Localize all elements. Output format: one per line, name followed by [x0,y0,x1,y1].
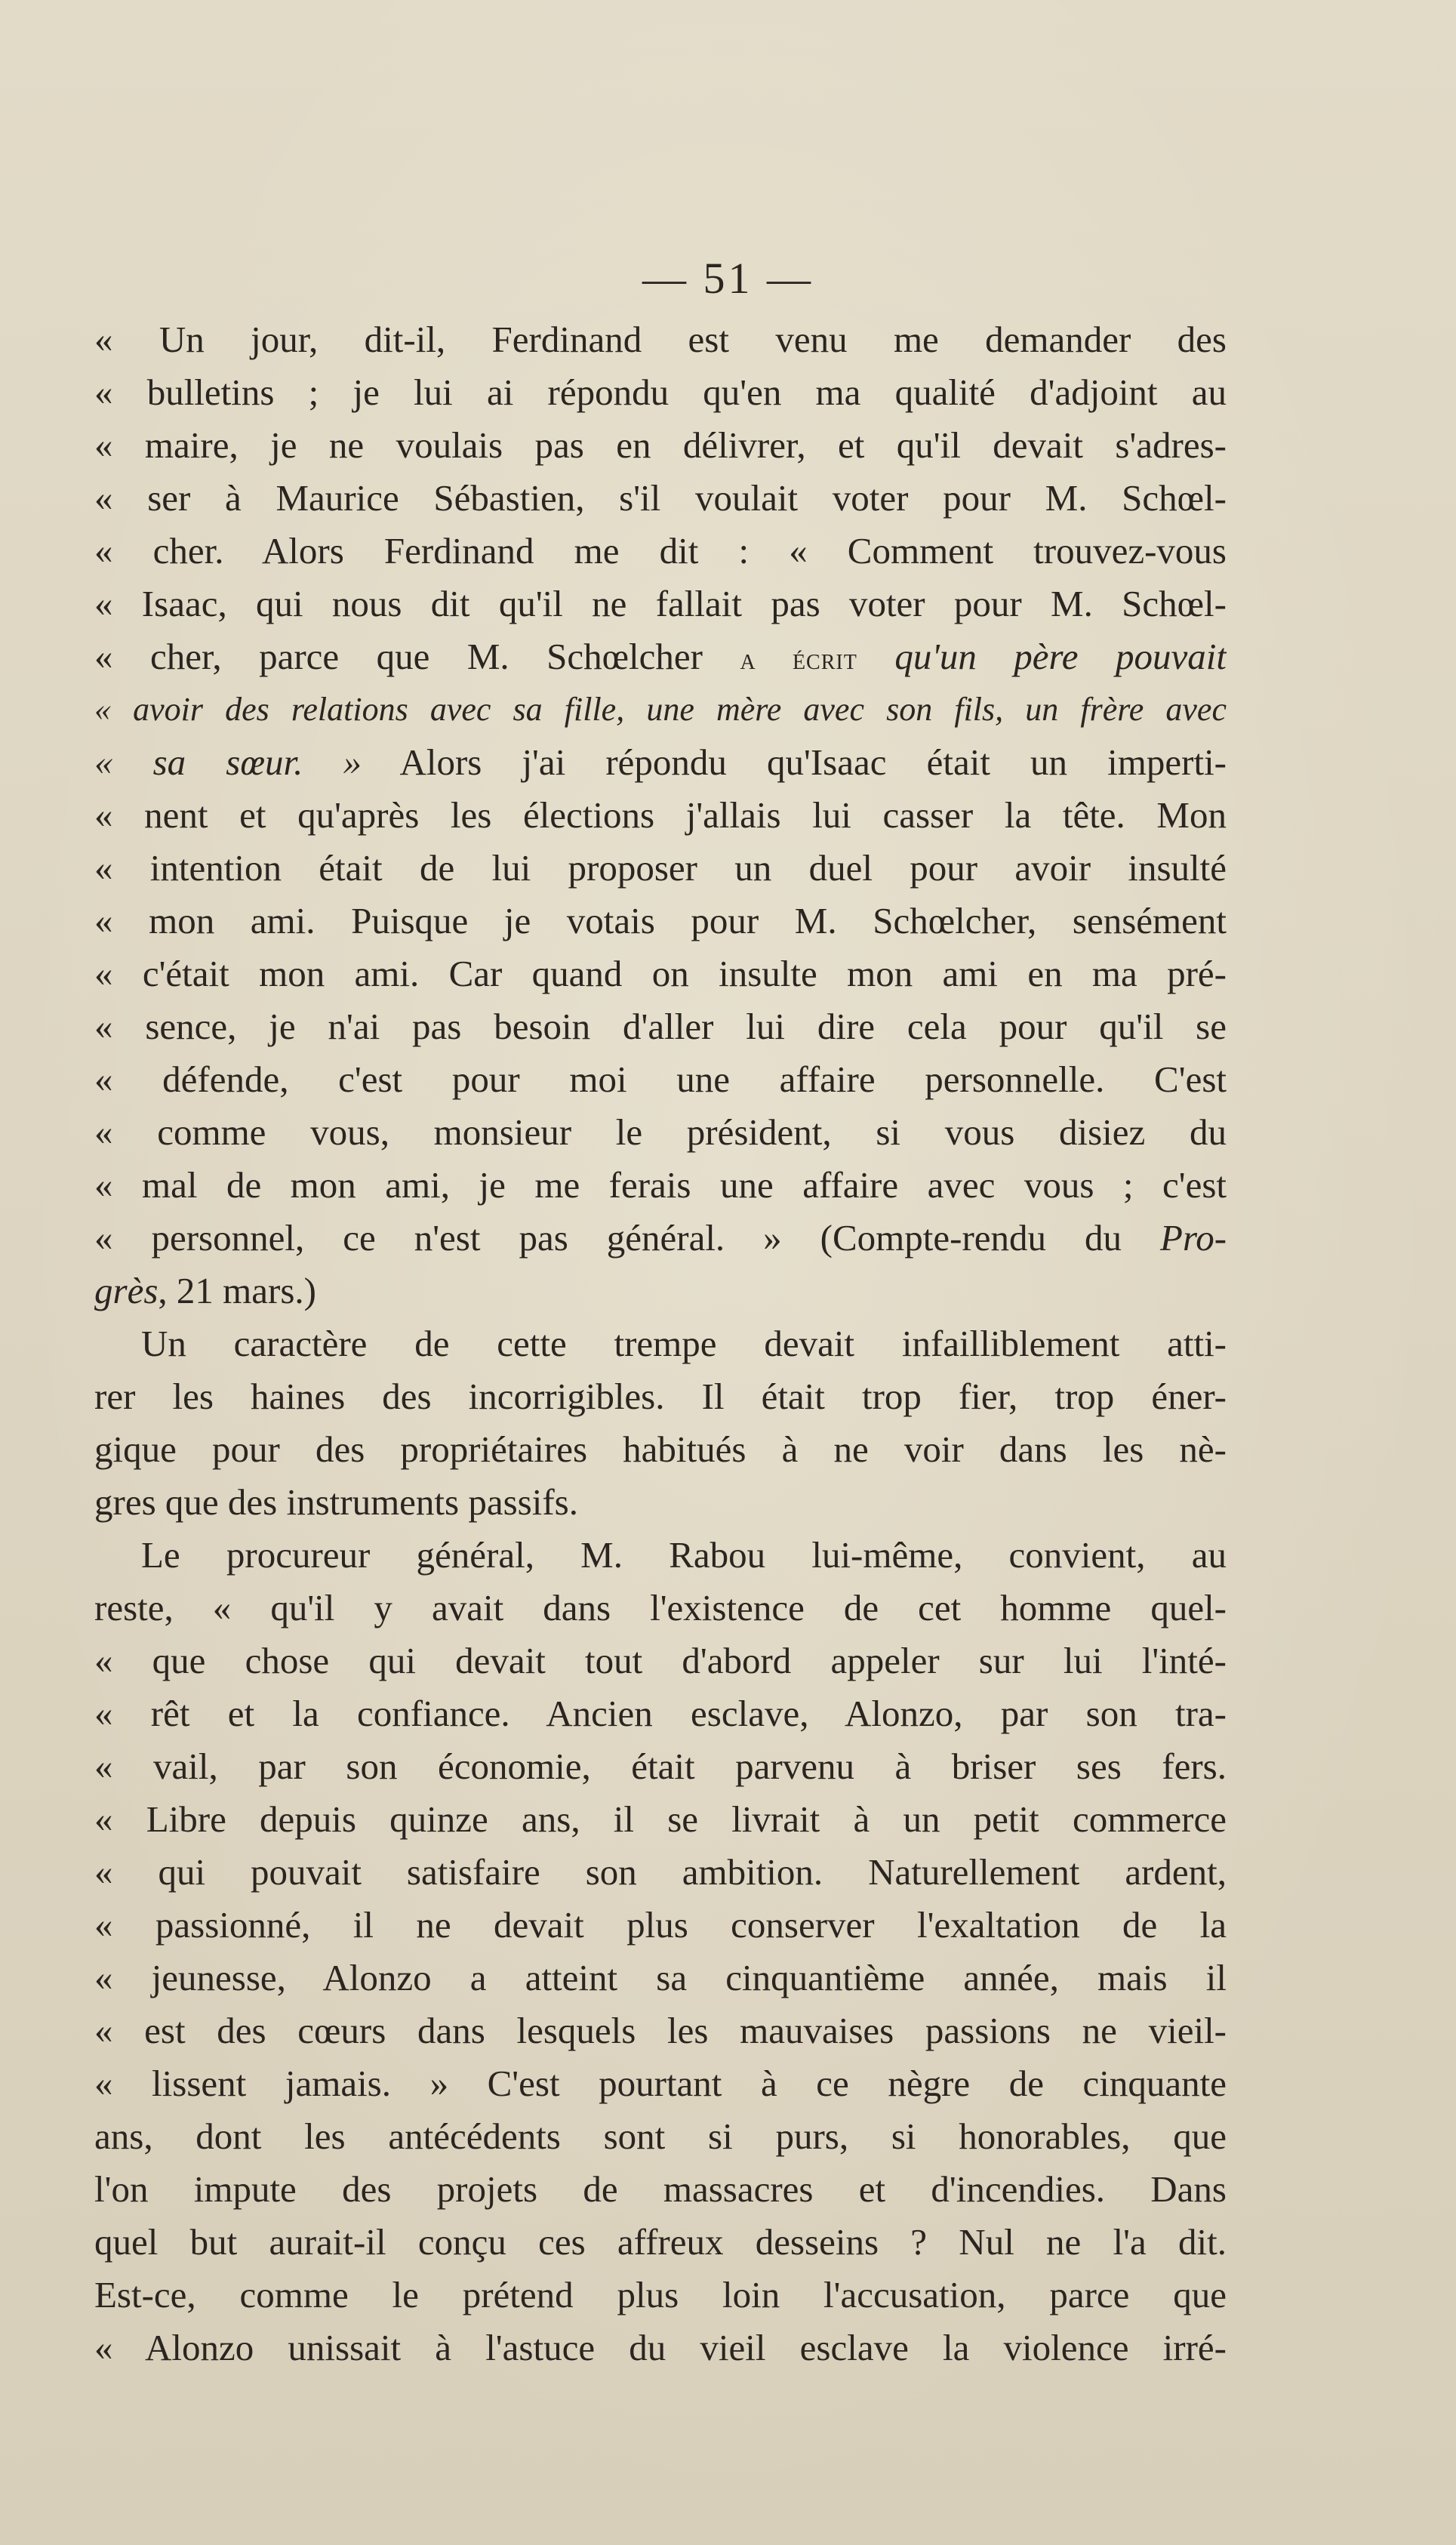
text-line [94,630,1227,683]
text-line: Est-ce, comme le prétend plus loin l'accusation, parce que [94,2274,1227,2315]
text-line: « cher. Alors Ferdinand me dit : « Comment trouvez-vous [94,530,1227,572]
text-line: « intention était de lui proposer un duel pour avoir insulté [94,847,1227,889]
paragraph-start-line: Un caractère de cette trempe devait infailliblement atti- [141,1323,1227,1364]
text-line: « avoir des relations avec sa fille, une mère avec son fils, un frère avec [94,691,1227,728]
text-line: quel but aurait-il conçu ces affreux desseins ? Nul ne l'a dit. [94,2221,1227,2263]
text-line: « qui pouvait satisfaire son ambition. Naturellement ardent, [94,1851,1227,1893]
body-text [94,313,1227,2374]
italic-text: Pro- [1160,1217,1227,1259]
text-line: reste, « qu'il y avait dans l'existence de cet homme quel- [94,1587,1227,1628]
text-line: « jeunesse, Alonzo a atteint sa cinquantième année, mais il [94,1957,1227,1998]
text-line: « rêt et la confiance. Ancien esclave, Alonzo, par son tra- [94,1693,1227,1734]
text-segment: « personnel, ce n'est pas général. » (Compte-rendu du [94,1217,1122,1259]
text-segment: , 21 mars.) [158,1270,316,1311]
text-line: « maire, je ne voulais pas en délivrer, et qu'il devait s'adres- [94,424,1227,466]
text-line: « lissent jamais. » C'est pourtant à ce nègre de cinquante [94,2063,1227,2104]
text-line: ans, dont les antécédents sont si purs, si honorables, que [94,2115,1227,2157]
text-line: rer les haines des incorrigibles. Il était trop fier, trop éner- [94,1376,1227,1417]
paragraph-start-line: Le procureur général, M. Rabou lui-même, convient, au [141,1534,1227,1576]
page-number: — 51 — [642,254,814,303]
text-line [94,1265,1227,1317]
text-line: « c'était mon ami. Car quand on insulte mon ami en ma pré- [94,953,1227,994]
italic-text: « sa sœur. » [94,741,362,783]
text-line: « Alonzo unissait à l'astuce du vieil esclave la violence irré- [94,2327,1227,2368]
text-segment: « cher, parce que M. Schœlcher [94,636,703,677]
text-line: « défende, c'est pour moi une affaire personnelle. C'est [94,1058,1227,1100]
text-line [94,736,1227,789]
text-line: « Un jour, dit-il, Ferdinand est venu me demander des [94,319,1227,360]
italic-text: qu'un père pouvait [894,636,1227,677]
text-line: « comme vous, monsieur le président, si vous disiez du [94,1111,1227,1153]
text-line: « passionné, il ne devait plus conserver l'exaltation de la [94,1904,1227,1946]
text-line: « nent et qu'après les élections j'allais lui casser la tête. Mon [94,794,1227,836]
small-caps-text: a écrit [740,642,857,676]
text-line: « que chose qui devait tout d'abord appeler sur lui l'inté- [94,1640,1227,1681]
text-line: « bulletins ; je lui ai répondu qu'en ma qualité d'adjoint au [94,371,1227,413]
text-segment: Alors j'ai répondu qu'Isaac était un imperti- [399,741,1227,783]
text-line [94,1212,1227,1265]
text-line: « ser à Maurice Sébastien, s'il voulait voter pour M. Schœl- [94,477,1227,519]
text-line: « mal de mon ami, je me ferais une affaire avec vous ; c'est [94,1164,1227,1206]
text-line: gres que des instruments passifs. [94,1481,578,1523]
text-line: « mon ami. Puisque je votais pour M. Schœlcher, sensément [94,900,1227,941]
text-line: « Libre depuis quinze ans, il se livrait à un petit commerce [94,1798,1227,1840]
text-line: « vail, par son économie, était parvenu à briser ses fers. [94,1745,1227,1787]
italic-text: grès [94,1270,159,1311]
text-line: « sence, je n'ai pas besoin d'aller lui dire cela pour qu'il se [94,1006,1227,1047]
text-line: « Isaac, qui nous dit qu'il ne fallait pas voter pour M. Schœl- [94,583,1227,624]
text-line: l'on impute des projets de massacres et d'incendies. Dans [94,2168,1227,2210]
text-line: gique pour des propriétaires habitués à ne voir dans les nè- [94,1428,1227,1470]
text-line: « est des cœurs dans lesquels les mauvaises passions ne vieil- [94,2010,1227,2051]
